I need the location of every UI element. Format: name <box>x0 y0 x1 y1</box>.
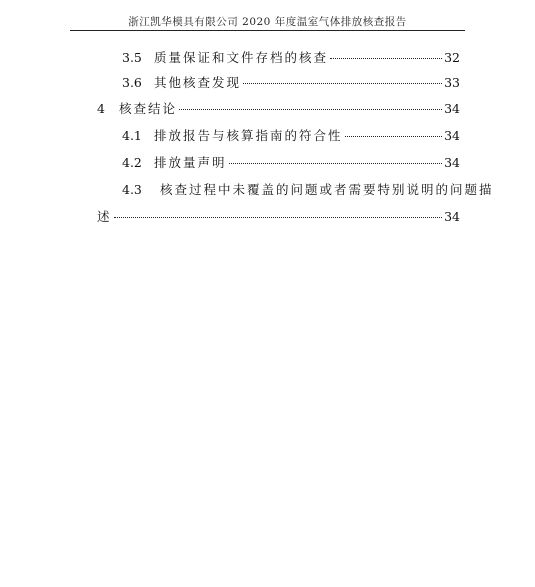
toc-dot-leader <box>345 125 443 137</box>
toc-entry-page: 32 <box>444 50 460 65</box>
toc-entry-title-continued: 述 <box>97 209 112 224</box>
toc-dot-leader <box>114 206 443 218</box>
toc-entry-number: 4.1 <box>122 128 142 143</box>
toc-entry-page: 34 <box>444 128 460 143</box>
running-header: 浙江凯华模具有限公司 2020 年度温室气体排放核查报告 <box>128 16 407 28</box>
toc-entry-page: 33 <box>444 75 460 90</box>
toc-entry-page: 34 <box>444 209 460 224</box>
toc-entry-title: 核查结论 <box>119 101 178 116</box>
toc-entry-3-5[interactable] <box>122 49 460 67</box>
toc-entry-title: 核查过程中未覆盖的问题或者需要特别说明的问题描 <box>159 182 494 197</box>
toc-entry-title: 质量保证和文件存档的核查 <box>154 50 329 65</box>
toc-entry-title: 排放报告与核算指南的符合性 <box>154 128 343 143</box>
toc-entry-number: 4.3 <box>122 182 142 197</box>
header-divider <box>70 30 465 31</box>
toc-dot-leader <box>179 98 442 110</box>
toc-entry-4-1[interactable] <box>122 127 460 145</box>
toc-entry-page: 34 <box>444 155 460 170</box>
toc-entry-3-6[interactable] <box>122 74 460 92</box>
toc-entry-number: 3.6 <box>122 75 142 90</box>
toc-entry-number: 3.5 <box>122 50 142 65</box>
toc-dot-leader <box>330 47 442 59</box>
toc-entry-page: 34 <box>444 101 460 116</box>
toc-entry-number: 4 <box>97 101 105 116</box>
toc-dot-leader <box>243 72 442 84</box>
toc-entry-4-2[interactable] <box>122 154 460 172</box>
toc-entry-4-3-first-line <box>122 181 494 199</box>
toc-entry-number: 4.2 <box>122 155 142 170</box>
toc-dot-leader <box>229 152 443 164</box>
toc-entry-title: 排放量声明 <box>154 155 227 170</box>
toc-entry-4[interactable] <box>97 100 460 118</box>
toc-entry-4-3-second-line <box>97 208 460 226</box>
toc-entry-title: 其他核查发现 <box>154 75 242 90</box>
